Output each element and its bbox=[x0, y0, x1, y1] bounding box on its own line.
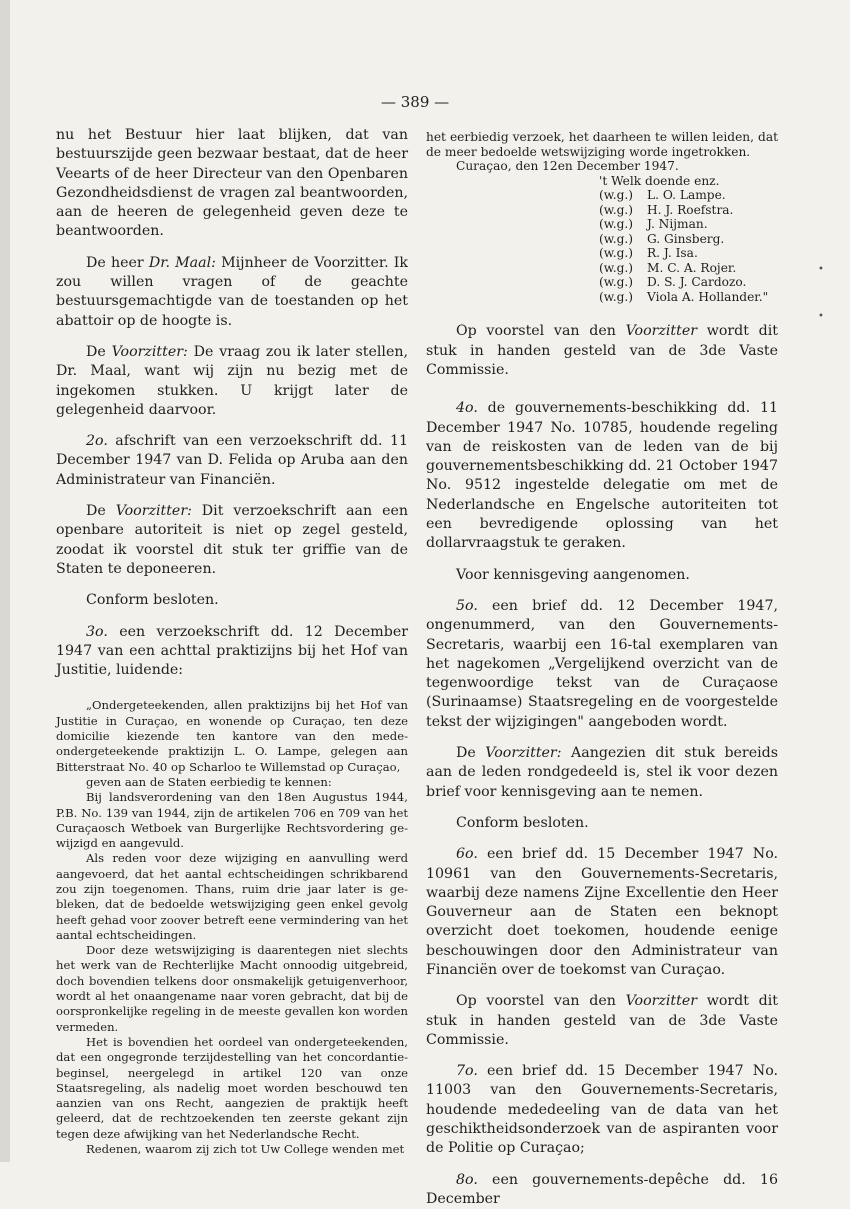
signature-name: L. O. Lampe. bbox=[647, 188, 726, 203]
signature-row bbox=[426, 261, 778, 276]
signature-row bbox=[426, 217, 778, 232]
closing-formula: 't Welk doende enz. bbox=[599, 173, 720, 188]
paragraph: Op voorstel van den Voorzitter wordt dit stuk in handen gesteld van de 3de Vaste Commissie. bbox=[426, 323, 778, 378]
signature-wg: (w.g.) bbox=[599, 231, 634, 246]
speaker: Voorzitter: bbox=[485, 745, 562, 762]
agenda-item: 5o. een brief dd. 12 December 1947, ongenummerd, van den Gouvernements-Secretaris, waarbij een 16-tal exemplaren van het nagekomen „Vergelijkend overzicht van de tegenwoordige tekst van de Curaçaose (Surinaamse) Staatsregeling en de voorgestelde tekst der wijzigingen" aangeboden wordt. bbox=[426, 597, 778, 730]
paragraph: Voor kennisgeving aangenomen. bbox=[456, 566, 690, 583]
signature-name: J. Nijman. bbox=[647, 217, 708, 232]
paragraph: De heer Dr. Maal: Mijnheer de Voorzitter. Ik zou willen vragen of de geachte bestuursgemachtigde van de toestanden op het abattoir op de hoogte is. bbox=[56, 254, 408, 329]
paragraph: nu het Bestuur hier laat blijken, dat van bestuurszijde geen bezwaar bestaat, dat de heer Veearts of de heer Directeur van den Openbaren Gezondheidsdienst de vragen zal beantwoorden, aan de heeren de gelegenheid geven deze te beantwoorden. bbox=[56, 127, 408, 240]
signature-wg: (w.g.) bbox=[599, 289, 634, 304]
agenda-item: 6o. een brief dd. 15 December 1947 No. 10961 van den Gouvernements-Secretaris, waarbij deze namens Zijne Excellentie den Heer Gouverneur aan de Staten een beknopt overzicht doet toekomen, houdende eenige beschouwingen door den Administrateur van Financiën over de toekomst van Curaçao. bbox=[426, 846, 778, 978]
left-column bbox=[56, 126, 408, 1157]
paragraph: Op voorstel van den Voorzitter wordt dit stuk in handen gesteld van de 3de Vaste Commissie. bbox=[426, 993, 778, 1048]
item-number: 7o. bbox=[456, 1063, 478, 1080]
petition-text: Als reden voor deze wijziging en aanvulling werd aangevoerd, dat het aantal echtscheidingen schrikbarend zou zijn toegenomen. Thans, ruim drie jaar later is gebleken, dat de bedoelde wetswijziging geen enkel gevolg heeft gehad voor zoover betreft eene vermindering van het aantal echtscheidingen. bbox=[56, 851, 408, 942]
petition-text: Het is bovendien het oordeel van ondergeteekenden, dat een ongegronde terzijdestelling van het concordantiebeginsel, neergelegd in artikel 120 van onze Staatsregeling, als nadelig moet worden beschouwd ten aanzien van ons Recht, aangezien de praktijk heeft geleerd, dat de rechtzoekenden ten zeerste gekant zijn tegen deze afwijking van het Nederlandsche Recht. bbox=[56, 1034, 408, 1141]
item-number: 8o. bbox=[456, 1171, 478, 1188]
signature-row bbox=[426, 275, 778, 290]
margin-dot: • bbox=[818, 311, 824, 322]
signature-name: R. J. Isa. bbox=[647, 246, 698, 261]
item-number: 2o. bbox=[86, 433, 108, 450]
speaker: Voorzitter bbox=[625, 993, 697, 1010]
signature-row bbox=[426, 188, 778, 203]
signature-wg: (w.g.) bbox=[599, 275, 634, 290]
agenda-item: 2o. afschrift van een verzoekschrift dd. 11 December 1947 van D. Felida op Aruba aan den Administrateur van Financiën. bbox=[56, 433, 408, 488]
right-column bbox=[426, 130, 778, 1209]
paragraph: Conform besloten. bbox=[86, 592, 219, 609]
margin-dot: • bbox=[818, 264, 824, 275]
item-number: 6o. bbox=[456, 846, 478, 863]
signature-row bbox=[426, 232, 778, 247]
agenda-item: 4o. de gouvernements-beschikking dd. 11 December 1947 No. 10785, houdende regeling van de reiskosten van de leden van de bij gouvernementsbeschikking dd. 21 October 1947 No. 9512 ingestelde delegatie om met de Nederlandsche en Engelsche autoriteiten tot een bevredigende oplossing van het dollarvraagstuk te geraken. bbox=[426, 400, 778, 552]
signature-name: G. Ginsberg. bbox=[647, 231, 725, 246]
signature-list bbox=[426, 188, 778, 304]
speaker: Voorzitter bbox=[625, 323, 697, 340]
speaker: Voorzitter: bbox=[115, 503, 192, 520]
paragraph: De Voorzitter: Dit verzoekschrift aan een openbare autoriteit is niet op zegel gesteld, zoodat ik voorstel dit stuk ter griffie van de Staten te deponeeren. bbox=[56, 503, 409, 577]
agenda-item: 3o. een verzoekschrift dd. 12 December 1947 van een achttal praktizijns bij het Hof van Justitie, luidende: bbox=[56, 623, 408, 679]
petition-text: geven aan de Staten eerbiedig te kennen: bbox=[86, 774, 332, 789]
signature-row bbox=[426, 246, 778, 261]
petition-date: Curaçao, den 12en December 1947. bbox=[456, 159, 679, 174]
petition-text: Redenen, waarom zij zich tot Uw College wenden met bbox=[86, 1142, 405, 1157]
signature-wg: (w.g.) bbox=[599, 217, 634, 232]
agenda-item: 7o. een brief dd. 15 December 1947 No. 11003 van den Gouvernements-Secretaris, houdende mededeeling van de data van het geschiktheidsonderzoek van de aspiranten voor de Politie op Curaçao; bbox=[426, 1063, 778, 1157]
item-number: 4o. bbox=[456, 400, 478, 417]
signature-name: H. J. Roefstra. bbox=[647, 202, 734, 217]
signature-row bbox=[426, 290, 778, 305]
signature-name: M. C. A. Rojer. bbox=[647, 260, 737, 275]
item-number: 3o. bbox=[86, 623, 108, 640]
signature-name: D. S. J. Cardozo. bbox=[647, 275, 747, 290]
signature-wg: (w.g.) bbox=[599, 202, 634, 217]
signature-wg: (w.g.) bbox=[599, 246, 634, 261]
signature-wg: (w.g.) bbox=[599, 260, 634, 275]
speaker: Dr. Maal: bbox=[148, 254, 216, 271]
paragraph: De Voorzitter: Aangezien dit stuk bereids aan de leden rondgedeeld is, stel ik voor dezen brief voor kennisgeving aan te nemen. bbox=[426, 745, 779, 800]
paragraph: De Voorzitter: De vraag zou ik later stellen, Dr. Maal, want wij zijn nu bezig met de ingekomen stukken. U krijgt later de gelegenheid daarvoor. bbox=[56, 343, 408, 418]
page-number: — 389 — bbox=[381, 93, 450, 111]
signature-name: Viola A. Hollander." bbox=[647, 289, 769, 304]
signature-wg: (w.g.) bbox=[599, 188, 634, 203]
petition-text: Bij landsverordening van den 18en Augustus 1944, P.B. No. 139 van 1944, zijn de artikelen 706 en 709 van het Curaçaosch Wetboek van Burgerlijke Rechtsvordering gewijzigd en aangevuld. bbox=[56, 790, 408, 851]
speaker: Voorzitter: bbox=[111, 343, 188, 360]
petition-text: „Ondergeteekenden, allen praktizijns bij het Hof van Justitie in Curaçao, en wonende op Curaçao, ten deze domicilie kiezende ten kantore van den mede-ondergeteekende praktizijn L. O. Lampe, gelegen aan Bitterstraat No. 40 op Scharloo te Willemstad op Curaçao, bbox=[56, 698, 408, 774]
paragraph: Conform besloten. bbox=[456, 814, 589, 831]
signature-row bbox=[426, 203, 778, 218]
item-number: 5o. bbox=[456, 597, 478, 614]
petition-text: het eerbiedig verzoek, het daarheen te willen leiden, dat de meer bedoelde wetswijziging worde ingetrokken. bbox=[426, 130, 778, 159]
agenda-item: 8o. een gouvernements-depêche dd. 16 December bbox=[426, 1171, 778, 1207]
petition-text: Door deze wetswijziging is daarentegen niet slechts het werk van de Rechterlijke Macht onnoodig uitgebreid, doch bovendien telkens door onsmakelijk getuigenverhoor, wordt al het onaangename naar voren gebracht, dat bij de oorspronkelijke regeling in de meeste gevallen kon worden vermeden. bbox=[56, 943, 408, 1034]
